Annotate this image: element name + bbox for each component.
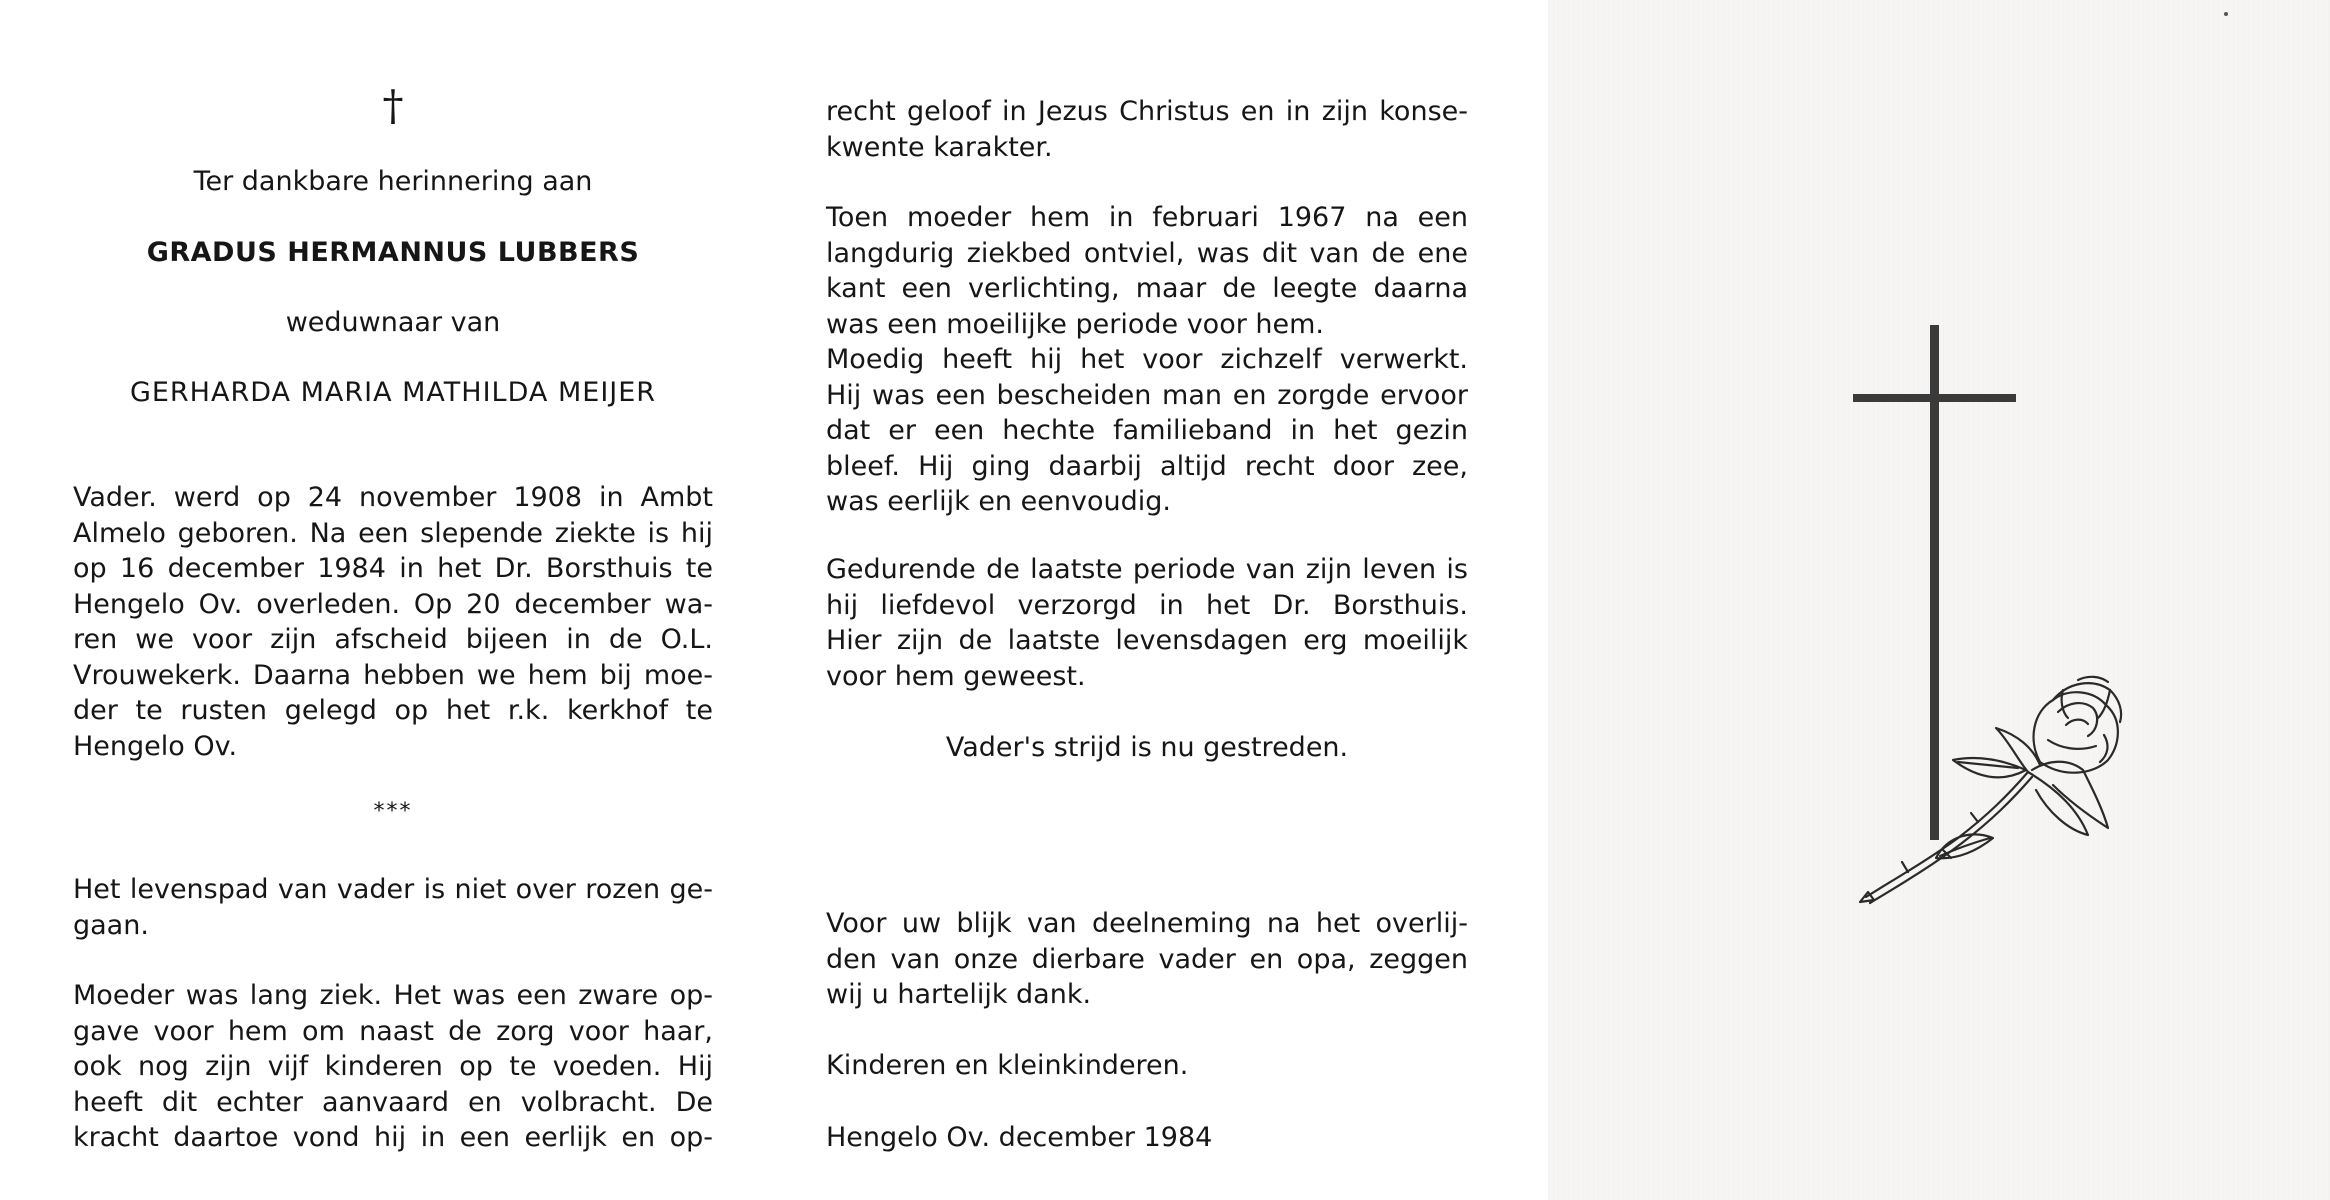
left-column (73, 0, 713, 1200)
text-line: ook nog zijn vijf kinderen op te voeden. Hij (73, 1051, 713, 1082)
text-line: ren we voor zijn afscheid bijeen in de O.L. (73, 624, 713, 655)
text-line: hij liefdevol verzorgd in het Dr. Borsthuis. (826, 589, 1468, 621)
text-line: Hij was een bescheiden man en zorgde ervoor (826, 379, 1468, 411)
text-line: kwente karakter. (826, 131, 1053, 163)
intro-text: Ter dankbare herinnering aan (193, 166, 593, 197)
biography-paragraph (73, 480, 713, 764)
text-line: heeft dit echter aanvaard en volbracht. De (73, 1086, 713, 1118)
text-line: Hengelo Ov. (73, 730, 238, 762)
text-line: Het levenspad van vader is niet over rozen ge- (73, 874, 713, 905)
text-line: gaan. (73, 909, 149, 941)
text-line: gave voor hem om naast de zorg voor haar, (73, 1015, 713, 1047)
text-line: Hier zijn de laatste levensdagen erg moeilijk (826, 625, 1468, 656)
latin-cross-icon (1853, 325, 2016, 840)
spouse-name: GERHARDA MARIA MATHILDA MEIJER (129, 377, 657, 408)
text-line: op 16 december 1984 in het Dr. Borsthuis te (73, 553, 713, 584)
life-path-paragraph (73, 872, 713, 943)
cross-and-rose-illustration (1548, 0, 2330, 1200)
closing-line: Vader's strijd is nu gestreden. (945, 732, 1349, 763)
faith-paragraph (826, 94, 1468, 165)
rose-icon (1860, 677, 2121, 903)
text-line: was een moeilijke periode voor hem. (826, 308, 1325, 340)
text-line: Moeder was lang ziek. Het was een zware op- (73, 980, 713, 1011)
text-line: Moedig heeft hij het voor zichzelf verwerkt. (826, 344, 1468, 375)
text-line: Gedurende de laatste periode van zijn leven is (826, 554, 1468, 585)
thanks-paragraph (826, 906, 1468, 1013)
text-line: wij u hartelijk dank. (826, 979, 1092, 1010)
relation-text: weduwnaar van (285, 307, 501, 338)
paper-speck (2224, 12, 2228, 16)
cross-symbol-icon: † (382, 81, 404, 130)
text-line: langdurig ziekbed ontviel, was dit van de ene (826, 237, 1468, 269)
family-signature: Kinderen en kleinkinderen. (826, 1050, 1189, 1081)
widowhood-paragraph (826, 200, 1468, 520)
mother-paragraph (73, 978, 713, 1156)
final-period-paragraph (826, 552, 1468, 694)
middle-column (826, 0, 1468, 1200)
text-line: Vader. werd op 24 november 1908 in Ambt (73, 482, 713, 513)
text-line: recht geloof in Jezus Christus en in zijn konse- (826, 96, 1468, 127)
text-line: kant een verlichting, maar de leegte daarna (826, 273, 1468, 304)
section-separator: *** (373, 799, 413, 824)
text-line: voor hem geweest. (826, 660, 1086, 692)
text-line: der te rusten gelegd op het r.k. kerkhof te (73, 695, 713, 726)
text-line: Toen moeder hem in februari 1967 na een (826, 202, 1468, 233)
text-line: was eerlijk en eenvoudig. (826, 486, 1171, 517)
text-line: Vrouwekerk. Daarna hebben we hem bij moe- (73, 659, 713, 691)
place-and-date: Hengelo Ov. december 1984 (826, 1122, 1213, 1153)
deceased-name: GRADUS HERMANNUS LUBBERS (146, 237, 640, 268)
text-line: Voor uw blijk van deelneming na het overlij- (826, 908, 1468, 939)
text-line: kracht daartoe vond hij in een eerlijk en op- (73, 1122, 713, 1153)
text-line: bleef. Hij ging daarbij altijd recht door zee, (826, 450, 1468, 482)
text-line: Almelo geboren. Na een slepende ziekte is hij (73, 517, 713, 549)
card-cover-page (1548, 0, 2330, 1200)
text-line: den van onze dierbare vader en opa, zeggen (826, 943, 1468, 975)
text-line: dat er een hechte familieband in het gezin (826, 415, 1468, 446)
text-line: Hengelo Ov. overleden. Op 20 december wa- (73, 588, 713, 620)
